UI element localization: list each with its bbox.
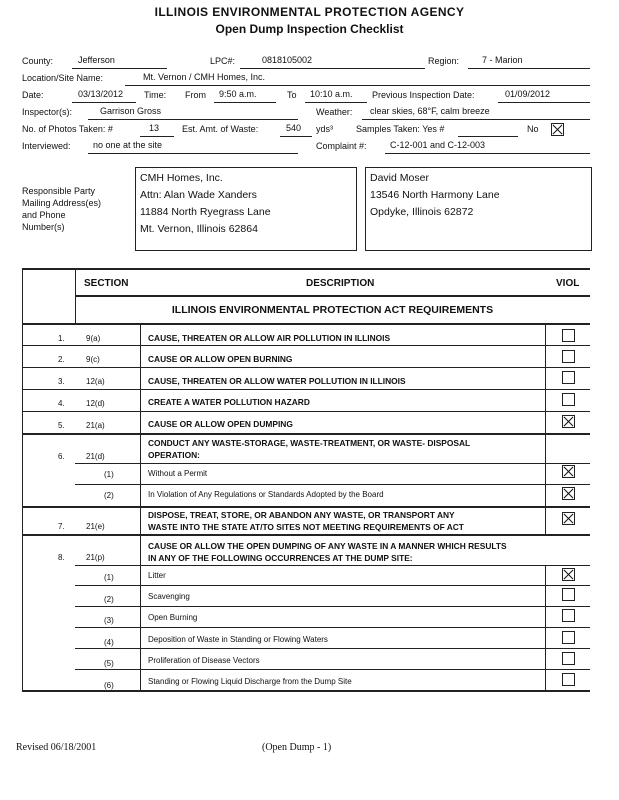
- from-value: 9:50 a.m.: [219, 89, 257, 99]
- row-8-3-viol-checkbox[interactable]: [562, 609, 575, 622]
- row-8-2-number: (2): [104, 595, 114, 604]
- row-1-description: CAUSE, THREATEN OR ALLOW AIR POLLUTION IN ILLINOIS: [148, 333, 391, 343]
- row-8-4-description: Deposition of Waste in Standing or Flowing Waters: [148, 635, 328, 644]
- page-indicator: (Open Dump - 1): [262, 742, 332, 753]
- responsible-label: Responsible Party Mailing Address(es) and Phone Number(s): [22, 186, 102, 232]
- row-6-number: 6.: [58, 452, 65, 461]
- agency-title: ILLINOIS ENVIRONMENTAL PROTECTION AGENCY: [154, 5, 465, 19]
- row-8-1-description: Litter: [148, 571, 166, 580]
- row-8-1-number: (1): [104, 573, 114, 582]
- row-6-section: 21(d): [86, 452, 105, 461]
- region-label: Region:: [428, 56, 460, 66]
- row-7-section: 21(e): [86, 522, 105, 531]
- row-5-section: 21(a): [86, 421, 105, 430]
- form-title: Open Dump Inspection Checklist: [215, 22, 404, 36]
- row-5-description: CAUSE OR ALLOW OPEN DUMPING: [148, 419, 293, 429]
- row-6-description-line1: CONDUCT ANY WASTE-STORAGE, WASTE-TREATMENT, OR WASTE- DISPOSAL: [148, 438, 471, 448]
- row-4-section: 12(d): [86, 399, 105, 408]
- weather-value: clear skies, 68°F, calm breeze: [370, 106, 490, 116]
- row-7-number: 7.: [58, 522, 65, 531]
- inspectors-label: Inspector(s):: [22, 107, 73, 117]
- row-7-description-line1: DISPOSE, TREAT, STORE, OR ABANDON ANY WASTE, OR TRANSPORT ANY: [148, 510, 455, 520]
- location-value: Mt. Vernon / CMH Homes, Inc.: [143, 72, 266, 82]
- date-label: Date:: [22, 90, 44, 100]
- row-6-1-description: Without a Permit: [148, 469, 208, 478]
- row-8-2-description: Scavenging: [148, 592, 190, 601]
- waste-unit: yds³: [316, 124, 334, 134]
- row-8-4-number: (4): [104, 638, 114, 647]
- row-8-number: 8.: [58, 553, 65, 562]
- samples-no-label: No: [527, 124, 539, 134]
- to-value: 10:10 a.m.: [310, 89, 353, 99]
- prev-inspection-value: 01/09/2012: [505, 89, 551, 99]
- row-6-1-viol-checkbox[interactable]: [562, 465, 575, 478]
- row-3-number: 3.: [58, 377, 65, 386]
- prev-inspection-label: Previous Inspection Date:: [372, 90, 475, 100]
- samples-label: Samples Taken: Yes #: [356, 124, 445, 134]
- row-1-number: 1.: [58, 334, 65, 343]
- responsible-party-1-address: CMH Homes, Inc. Attn: Alan Wade Xanders 11884 North Ryegrass Lane Mt. Vernon, Illinois 62864: [140, 172, 271, 235]
- inspectors-value: Garrison Gross: [100, 106, 162, 116]
- photos-value: 13: [149, 123, 160, 133]
- row-8-5-viol-checkbox[interactable]: [562, 652, 575, 665]
- row-7-viol-checkbox[interactable]: [562, 512, 575, 525]
- from-label: From: [185, 90, 206, 100]
- row-8-description-line2: IN ANY OF THE FOLLOWING OCCURRENCES AT THE DUMP SITE:: [148, 553, 413, 563]
- row-8-6-number: (6): [104, 681, 114, 690]
- row-3-description: CAUSE, THREATEN OR ALLOW WATER POLLUTION IN ILLINOIS: [148, 376, 406, 386]
- lpc-label: LPC#:: [210, 56, 236, 66]
- waste-value: 540: [286, 123, 302, 133]
- complaint-value: C-12-001 and C-12-003: [390, 140, 486, 150]
- time-label: Time:: [144, 90, 167, 100]
- row-8-3-number: (3): [104, 616, 114, 625]
- row-8-4-viol-checkbox[interactable]: [562, 631, 575, 644]
- row-8-1-viol-checkbox[interactable]: [562, 568, 575, 581]
- waste-label: Est. Amt. of Waste:: [182, 124, 259, 134]
- row-8-6-description: Standing or Flowing Liquid Discharge from the Dump Site: [148, 677, 352, 686]
- lpc-value: 0818105002: [262, 55, 313, 65]
- row-6-1-number: (1): [104, 470, 114, 479]
- row-6-2-number: (2): [104, 491, 114, 500]
- viol-header: VIOL: [556, 278, 580, 289]
- row-3-viol-checkbox[interactable]: [562, 371, 575, 384]
- row-6-description-line2: OPERATION:: [148, 450, 200, 460]
- row-5-number: 5.: [58, 421, 65, 430]
- row-2-number: 2.: [58, 355, 65, 364]
- row-8-5-description: Proliferation of Disease Vectors: [148, 656, 260, 665]
- photos-label: No. of Photos Taken: #: [22, 124, 113, 134]
- row-4-description: CREATE A WATER POLLUTION HAZARD: [148, 397, 310, 407]
- responsible-party-2-address: David Moser 13546 North Harmony Lane Opdyke, Illinois 62872: [370, 172, 500, 218]
- row-8-3-description: Open Burning: [148, 613, 198, 622]
- weather-label: Weather:: [316, 107, 353, 117]
- county-label: County:: [22, 56, 54, 66]
- section-header: SECTION: [84, 278, 129, 289]
- row-8-6-viol-checkbox[interactable]: [562, 673, 575, 686]
- row-8-description-line1: CAUSE OR ALLOW THE OPEN DUMPING OF ANY WASTE IN A MANNER WHICH RESULTS: [148, 541, 507, 551]
- row-2-section: 9(c): [86, 355, 100, 364]
- row-4-viol-checkbox[interactable]: [562, 393, 575, 406]
- row-8-section: 21(p): [86, 553, 105, 562]
- row-1-section: 9(a): [86, 334, 101, 343]
- row-2-viol-checkbox[interactable]: [562, 350, 575, 363]
- description-header: DESCRIPTION: [306, 278, 375, 289]
- interviewed-label: Interviewed:: [22, 141, 71, 151]
- county-value: Jefferson: [78, 55, 115, 65]
- row-2-description: CAUSE OR ALLOW OPEN BURNING: [148, 354, 293, 364]
- row-4-number: 4.: [58, 399, 65, 408]
- row-6-2-description: In Violation of Any Regulations or Standards Adopted by the Board: [148, 490, 384, 499]
- row-8-2-viol-checkbox[interactable]: [562, 588, 575, 601]
- interviewed-value: no one at the site: [93, 140, 163, 150]
- row-5-viol-checkbox[interactable]: [562, 415, 575, 428]
- row-8-5-number: (5): [104, 659, 114, 668]
- to-label: To: [287, 90, 297, 100]
- date-value: 03/13/2012: [78, 89, 124, 99]
- revised-date: Revised 06/18/2001: [16, 742, 97, 753]
- complaint-label: Complaint #:: [316, 141, 367, 151]
- row-6-2-viol-checkbox[interactable]: [562, 487, 575, 500]
- row-1-viol-checkbox[interactable]: [562, 329, 575, 342]
- row-7-description-line2: WASTE INTO THE STATE AT/TO SITES NOT MEETING REQUIREMENTS OF ACT: [148, 522, 464, 532]
- samples-no-checkbox[interactable]: [551, 123, 564, 136]
- row-3-section: 12(a): [86, 377, 105, 386]
- region-value: 7 - Marion: [482, 55, 523, 65]
- location-label: Location/Site Name:: [22, 73, 104, 83]
- act-heading: ILLINOIS ENVIRONMENTAL PROTECTION ACT REQUIREMENTS: [171, 304, 494, 316]
